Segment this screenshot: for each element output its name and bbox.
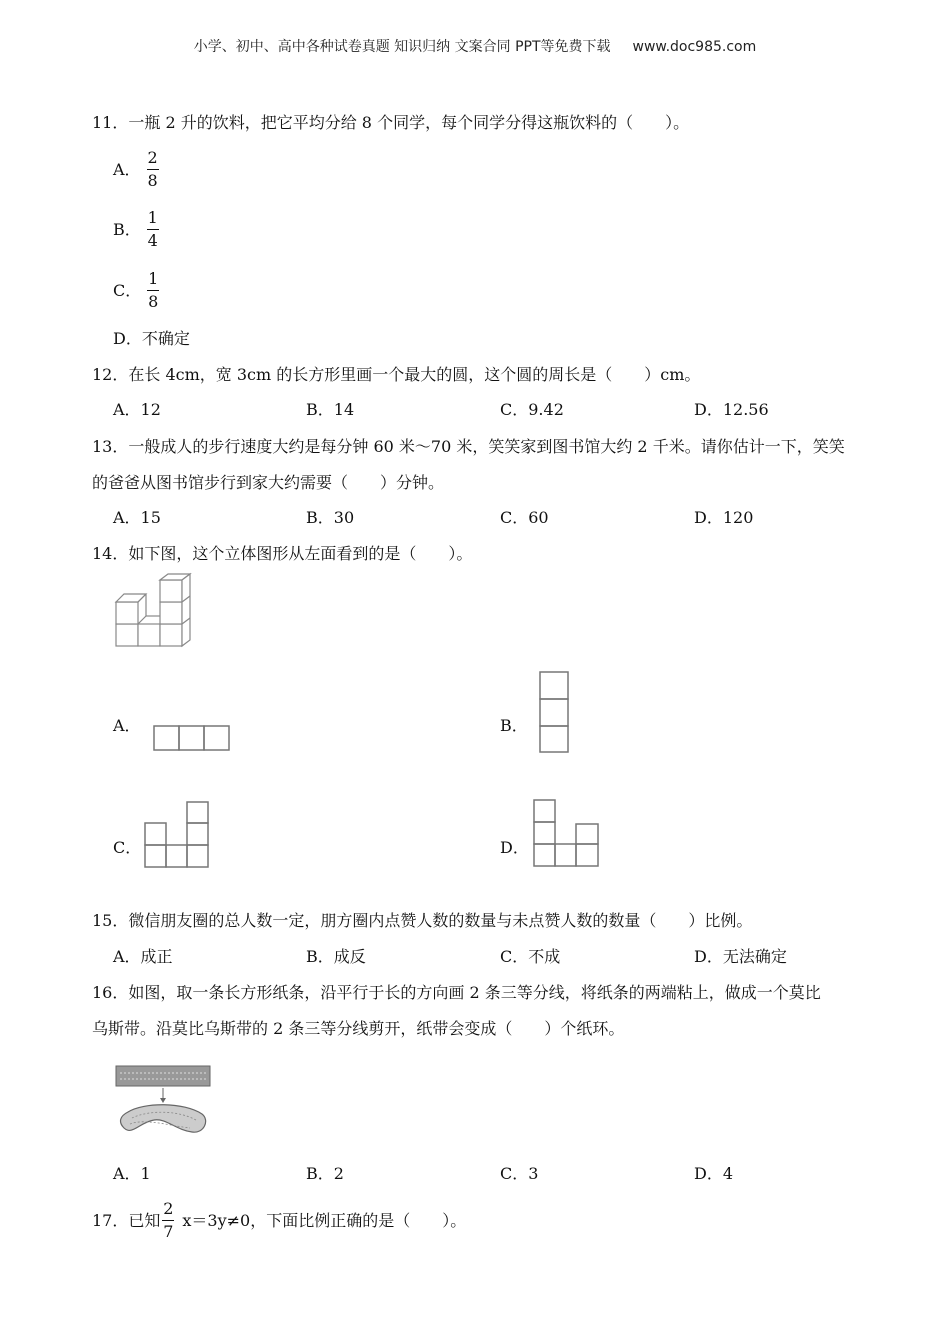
q14-option-d-shape[interactable] — [532, 798, 602, 870]
q14-option-b-label[interactable]: B． — [500, 716, 528, 735]
q13-stem-line1: 13．一般成人的步行速度大约是每分钟 60 米～70 米，笑笑家到图书馆大约 2 千米。请你估计一下，笑笑 — [92, 437, 845, 456]
q14-option-a-label[interactable]: A． — [113, 716, 141, 735]
q14-option-c-label[interactable]: C． — [113, 838, 142, 857]
q12-option-d[interactable]: D．12.56 — [694, 400, 769, 419]
q12-stem: 12．在长 4cm，宽 3cm 的长方形里画一个最大的圆，这个圆的周长是（ ）cm。 — [92, 365, 701, 384]
q15-option-c[interactable]: C．不成 — [500, 947, 561, 966]
q11-option-b[interactable] — [113, 209, 159, 250]
q13-option-c[interactable]: C．60 — [500, 508, 549, 527]
q11-stem: 11．一瓶 2 升的饮料，把它平均分给 8 个同学，每个同学分得这瓶饮料的（ ）。 — [92, 113, 690, 132]
q16-option-d[interactable]: D．4 — [694, 1164, 734, 1183]
q12-option-c[interactable]: C．9.42 — [500, 400, 564, 419]
q15-option-b[interactable]: B．成反 — [306, 947, 366, 966]
q15-option-d[interactable]: D．无法确定 — [694, 947, 787, 966]
q11-option-a[interactable] — [113, 149, 159, 190]
q13-option-a[interactable]: A．15 — [113, 508, 161, 527]
q14-option-d-label[interactable]: D． — [500, 838, 529, 857]
q12-option-b[interactable]: B．14 — [306, 400, 355, 419]
q13-option-b[interactable]: B．30 — [306, 508, 355, 527]
q16-option-b[interactable]: B．2 — [306, 1164, 344, 1183]
q16-stem-line1: 16．如图，取一条长方形纸条，沿平行于长的方向画 2 条三等分线，将纸条的两端粘上，做成一个莫比 — [92, 983, 821, 1002]
page-header — [0, 36, 950, 56]
q17-suffix: x＝3y≠0，下面比例正确的是（ ）。 — [182, 1210, 467, 1230]
q11-c-fraction: $\frac{1}{8}$ — [148, 269, 159, 311]
q15-option-a[interactable]: A．成正 — [113, 947, 173, 966]
q15-stem: 15．微信朋友圈的总人数一定，朋方圈内点赞人数的数量与未点赞人数的数量（ ）比例。 — [92, 911, 753, 930]
q14-stem: 14．如下图，这个立体图形从左面看到的是（ ）。 — [92, 544, 473, 563]
q14-option-c-shape[interactable] — [143, 800, 211, 870]
q11-option-c[interactable] — [113, 270, 159, 311]
q16-stem-line2: 乌斯带。沿莫比乌斯带的 2 条三等分线剪开，纸带会变成（ ）个纸环。 — [92, 1019, 625, 1038]
q14-option-a-shape[interactable] — [152, 724, 232, 752]
q14-option-b-shape[interactable] — [538, 670, 570, 754]
q12-option-a[interactable]: A．12 — [113, 400, 161, 419]
q16-mobius-figure — [114, 1064, 214, 1144]
q11-b-label: B． — [113, 219, 141, 239]
q14-cube-figure — [110, 574, 200, 650]
header-title: 小学、初中、高中各种试卷真题 知识归纳 文案合同 PPT等免费下载 — [193, 39, 611, 55]
q17-prefix: 17．已知 — [92, 1210, 161, 1230]
q11-a-label: A． — [113, 159, 141, 179]
header-site[interactable]: www.doc985.com — [632, 39, 757, 55]
q16-option-a[interactable]: A．1 — [113, 1164, 151, 1183]
q11-option-d[interactable]: D．不确定 — [113, 329, 190, 348]
q11-b-fraction: $\frac{1}{4}$ — [147, 208, 158, 250]
q13-stem-line2: 的爸爸从图书馆步行到家大约需要（ ）分钟。 — [92, 473, 445, 492]
q16-option-c[interactable]: C．3 — [500, 1164, 539, 1183]
q11-c-label: C． — [113, 280, 142, 300]
q17-stem — [92, 1200, 466, 1241]
q17-fraction: $\frac{2}{7}$ — [163, 1199, 174, 1241]
q11-a-fraction: $\frac{2}{8}$ — [147, 148, 158, 190]
q13-option-d[interactable]: D．120 — [694, 508, 754, 527]
